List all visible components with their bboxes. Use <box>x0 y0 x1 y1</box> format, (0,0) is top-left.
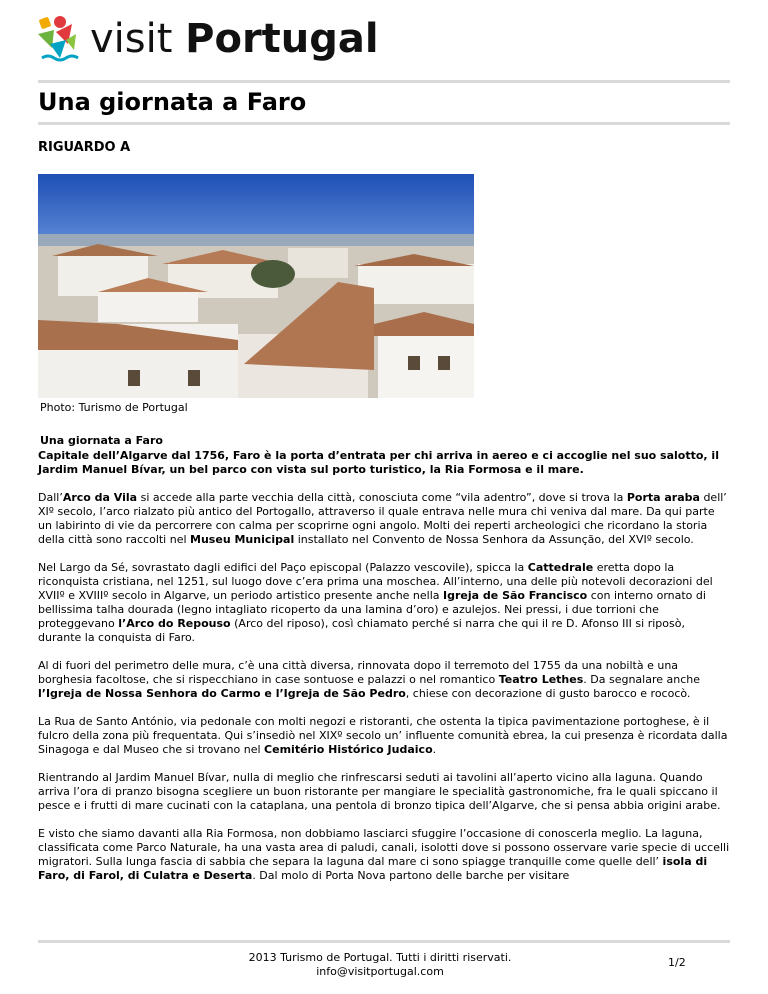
section-label: RIGUARDO A <box>38 140 131 155</box>
highlight-text: Museu Municipal <box>190 533 295 546</box>
footer <box>230 951 530 979</box>
paragraph-text: La Rua de Santo António, via pedonale con molti negozi e ristoranti, che ostenta la tipica pavimentazione portoghese, è il fulcro della zona più frequentata. Qui s’insediò nel XIXº secolo un’ influente comunità ebrea, la cui presenza è ricordata dalla Sinagoga e dal Museo che si trovano nel <box>38 715 728 756</box>
paragraph-text: . Dal molo di Porta Nova partono delle barche per visitare <box>252 869 570 882</box>
logo-wordmark <box>90 16 379 62</box>
faro-photo <box>38 174 474 398</box>
logo-word-portugal: Portugal <box>185 16 379 62</box>
footer-email-link[interactable]: info@visitportugal.com <box>316 965 444 978</box>
paragraph-text: (Arco del riposo), così chiamato perché si narra che qui il re D. Afonso III si riposò, durante la conquista di Faro. <box>38 617 685 644</box>
highlight-text: isola di Faro, di Farol, di Culatra e Deserta <box>38 855 708 882</box>
highlight-text: l’Arco do Repouso <box>118 617 231 630</box>
highlight-text: Arco da Vila <box>62 491 138 504</box>
article-paragraph <box>38 659 730 701</box>
paragraph-text: Nel Largo da Sé, sovrastato dagli edifici del Paço episcopal (Palazzo vescovile), spicca la <box>38 561 528 574</box>
paragraph-text: Rientrando al Jardim Manuel Bívar, nulla di meglio che rinfrescarsi seduti ai tavolini all’aperto vicino alla laguna. Quando arriva l’ora di pranzo bisogna scegliere un buon ristorante per mangiare le specialità gastronomiche, fra le quali spiccano il pesce e i frutti di mare cucinati con la cataplana, una pentola di bronzo tipica dell’Algarve, che si pensa abbia origini arabe. <box>38 771 721 812</box>
highlight-text: Cattedrale <box>527 561 594 574</box>
article-paragraph <box>38 827 730 883</box>
logo-word-visit: visit <box>90 16 173 62</box>
paragraph-text: si accede alla parte vecchia della città, conosciuta come “vila adentro”, dove si trova la <box>137 491 627 504</box>
highlight-text: Cemitério Histórico Judaico <box>264 743 433 756</box>
paragraph-text: E visto che siamo davanti alla Ria Formosa, non dobbiamo lasciarci sfuggire l’occasione di conoscerla meglio. La laguna, classificata come Parco Naturale, ha una vasta area di paludi, canali, isolotti dove si possono osservare varie specie di uccelli migratori. Sulla lunga fascia di sabbia che separa la laguna dal mare ci sono spiagge tranquille come quelle dell’ <box>38 827 730 868</box>
article-paragraph <box>38 561 730 645</box>
page-number: 1/2 <box>668 956 686 969</box>
photo-caption: Photo: Turismo de Portugal <box>40 401 188 414</box>
paragraph-text: con interno ornato di bellissima talha dourada (legno intagliato ricoperto da una lamina d’oro) e azulejos. Nei pressi, i due torrioni che proteggevano <box>38 589 706 630</box>
paragraph-text: installato nel Convento de Nossa Senhora da Assunção, del XVIº secolo. <box>294 533 694 546</box>
article-subtitle: Una giornata a Faro <box>40 434 163 447</box>
paragraph-text: eretta dopo la riconquista cristiana, nel 1251, sul luogo dove c’era prima una moschea. All’interno, una delle più notevoli decorazioni del XVIIº e XVIIIº secolo in Algarve, un periodo artistico presente anche nella <box>38 561 713 602</box>
highlight-text: Teatro Lethes <box>498 673 584 686</box>
highlight-text: l’Igreja de Nossa Senhora do Carmo e l’Igreja de São Pedro <box>38 687 406 700</box>
paragraph-text: dell’ XIº secolo, l’arco rialzato più antico del Portogallo, attraverso il quale entrava nelle mura chi veniva dal mare. Da qui parte un labirinto di vie da percorrere con calma per scoprirne ogni angolo. Molti dei reperti archeologici che ricordano la storia della città sono raccolti nel <box>38 491 727 546</box>
article-paragraph <box>38 771 730 813</box>
article-body <box>38 434 730 897</box>
article-intro <box>38 449 730 477</box>
article-paragraph <box>38 715 730 757</box>
paragraph-text: . Da segnalare anche <box>583 673 701 686</box>
paragraph-text: Dall’ <box>38 491 63 504</box>
paragraph-text: Al di fuori del perimetro delle mura, c’è una città diversa, rinnovata dopo il terremoto del 1755 da una nobiltà e una borghesia facoltose, che si rispecchiano in case sontuose e palazzi o nel romantico <box>38 659 679 686</box>
highlight-text: Igreja de São Francisco <box>443 589 588 602</box>
copyright-text: 2013 Turismo de Portugal. Tutti i diritti riservati. <box>248 951 512 964</box>
article-paragraphs <box>38 491 730 883</box>
title-divider <box>38 122 730 125</box>
page-title: Una giornata a Faro <box>38 88 307 116</box>
paragraph-text: . <box>432 743 437 756</box>
portugal-flower-logo-icon <box>36 14 86 66</box>
header-divider <box>38 80 730 83</box>
highlight-text: Porta araba <box>626 491 700 504</box>
paragraph-text: , chiese con decorazione di gusto barocco e rococò. <box>405 687 691 700</box>
article-paragraph <box>38 491 730 547</box>
intro-text: Capitale dell’Algarve dal 1756, Faro è la porta d’entrata per chi arriva in aereo e ci accoglie nel suo salotto, il Jardim Manuel Bívar, un bel parco con vista sul porto turistico, la Ria Formosa e il mare. <box>38 449 719 476</box>
footer-divider <box>38 940 730 943</box>
